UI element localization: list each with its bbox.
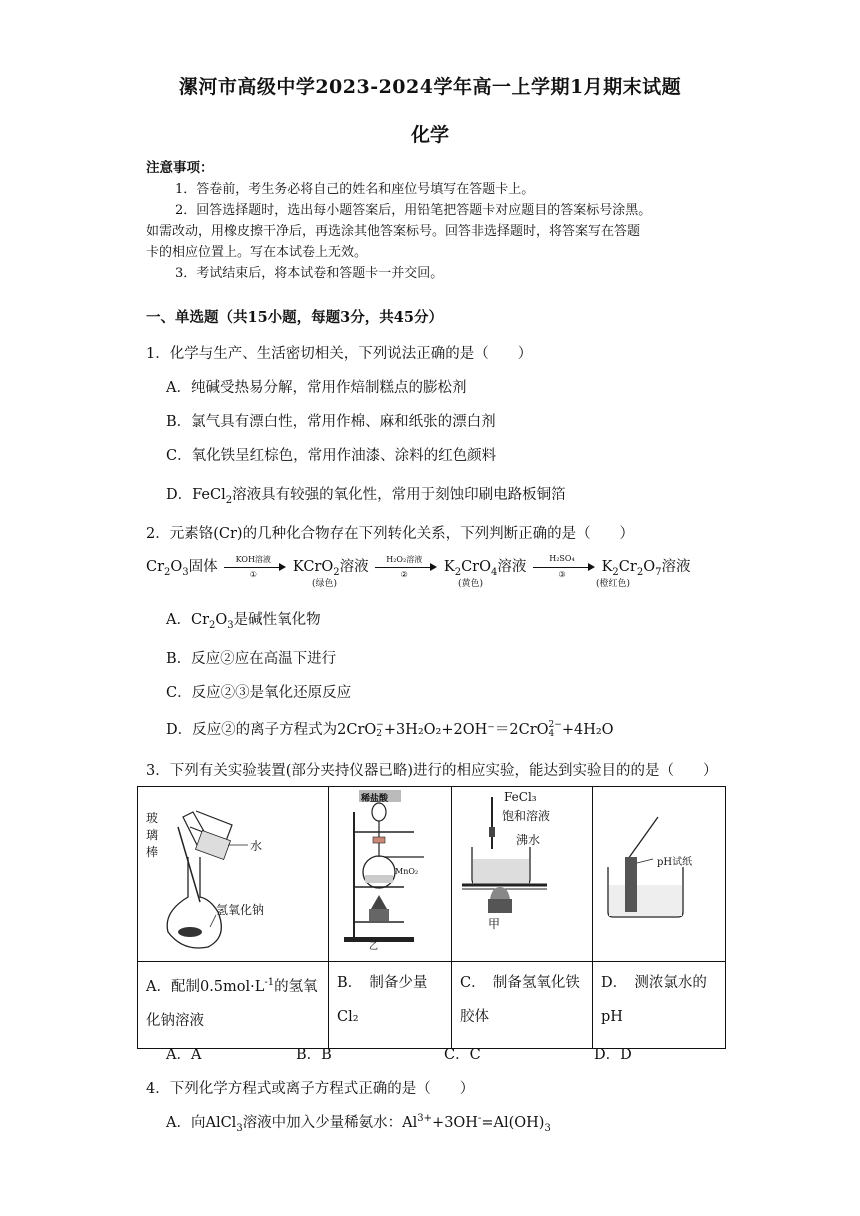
volumetric-flask-icon — [138, 787, 328, 957]
caption-d: D． 测浓氯水的pH — [593, 962, 726, 1049]
q1-option-c: C．氧化铁呈红棕色，常用作油漆、涂料的红色颜料 — [166, 448, 497, 464]
note-item: 如需改动，用橡皮擦干净后，再选涂其他答案标号。回答非选择题时，将答案写在答题 — [146, 224, 641, 239]
label-jia: 甲 — [488, 917, 501, 931]
caption-b: B． 制备少量Cl₂ — [329, 962, 452, 1049]
label-naoh: 氢氧化钠 — [216, 903, 265, 917]
apparatus-d-image — [593, 787, 726, 962]
exam-title: 漯河市高级中学2023-2024学年高一上学期1月期末试题 — [178, 76, 682, 98]
note-item: 3．考试结束后，将本试卷和答题卡一并交回。 — [175, 266, 444, 281]
apparatus-table — [137, 786, 726, 1049]
apparatus-a-image — [138, 787, 329, 962]
color-note-yellow: (黄色) — [458, 579, 484, 589]
color-note-green: (绿色) — [312, 579, 338, 589]
label-water: 水 — [250, 839, 263, 853]
q3-answer-d: D．D — [594, 1047, 632, 1063]
q1-option-b: B．氯气具有漂白性，常用作棉、麻和纸张的漂白剂 — [166, 414, 496, 430]
question-4-stem: 4．下列化学方程式或离子方程式正确的是（ ） — [146, 1081, 475, 1097]
q2-option-a: A．$Cr_2O_3$是碱性氧化物 — [166, 612, 321, 631]
label-boiling-water: 沸水 — [516, 833, 541, 847]
label-glass-rod: 玻 璃 棒 — [146, 811, 159, 859]
ph-test-icon — [593, 787, 725, 957]
color-note-orange: (橙红色) — [596, 579, 631, 589]
note-item: 2．回答选择题时，选出每小题答案后，用铅笔把答题卡对应题目的答案标号涂黑。 — [175, 203, 652, 218]
q2-option-c: C．反应②③是氧化还原反应 — [166, 685, 352, 701]
apparatus-b-image — [329, 787, 452, 962]
label-fecl3: FeCl₃ — [504, 790, 537, 804]
q3-answer-b: B．B — [296, 1047, 332, 1063]
apparatus-c-image — [452, 787, 593, 962]
label-mno2: MnO₂ — [395, 867, 419, 876]
q2-option-d: D．反应②的离子方程式为2CrO − 2 +3H₂O₂+2OH⁻＝2CrO 2− 4 +4H₂O — [166, 720, 614, 739]
q4-option-a: A．向AlCl$_3$溶液中加入少量稀氨水：$Al^{3+}+3OH^-=Al(OH)_3$ — [166, 1113, 551, 1134]
q3-answer-c: C．C — [444, 1047, 481, 1063]
notes-heading: 注意事项： — [146, 160, 214, 176]
caption-c: C． 制备氢氧化铁胶体 — [452, 962, 593, 1049]
chromium-conversion-chain: $Cr_2O_3$固体 KOH溶液 ① KCrO$_2$溶液 H₂O₂溶液 ② $K_2CrO_4$溶液 H₂SO₄ ③ $K_2Cr_2O_7$溶液 — [146, 554, 691, 579]
label-dilute-hcl: 稀盐酸 — [361, 794, 389, 804]
reaction-arrow-1: KOH溶液 ① — [224, 557, 286, 577]
chlorine-generator-icon — [329, 787, 451, 957]
note-item: 卡的相应位置上。写在本试卷上无效。 — [146, 245, 368, 260]
question-2-stem: 2．元素铬(Cr)的几种化合物存在下列转化关系，下列判断正确的是（ ） — [146, 526, 635, 542]
q1-option-a: A．纯碱受热易分解，常用作焙制糕点的膨松剂 — [166, 380, 467, 396]
label-yi: 乙 — [369, 942, 379, 952]
label-saturated: 饱和溶液 — [502, 809, 551, 823]
note-item: 1．答卷前，考生务必将自己的姓名和座位号填写在答题卡上。 — [175, 182, 535, 197]
q2-option-b: B．反应②应在高温下进行 — [166, 651, 337, 667]
question-1-stem: 1．化学与生产、生活密切相关，下列说法正确的是（ ） — [146, 346, 533, 362]
question-3-stem: 3．下列有关实验装置(部分夹持仪器已略)进行的相应实验，能达到实验目的的是（ ） — [146, 763, 718, 779]
caption-a: A．配制$0.5mol\cdot L^{-1}$的氢氧化钠溶液 — [138, 962, 329, 1049]
section-heading: 一、单选题（共15小题，每题3分，共45分） — [146, 309, 443, 326]
reaction-arrow-2: H₂O₂溶液 ② — [375, 557, 437, 577]
reaction-arrow-3: H₂SO₄ ③ — [533, 557, 595, 577]
q1-option-d: D．FeCl$_2$溶液具有较强的氧化性，常用于刻蚀印刷电路板铜箔 — [166, 487, 566, 506]
q3-answer-a: A．A — [166, 1047, 202, 1063]
exam-subject: 化学 — [410, 124, 449, 146]
label-ph-paper: pH试纸 — [657, 857, 693, 868]
